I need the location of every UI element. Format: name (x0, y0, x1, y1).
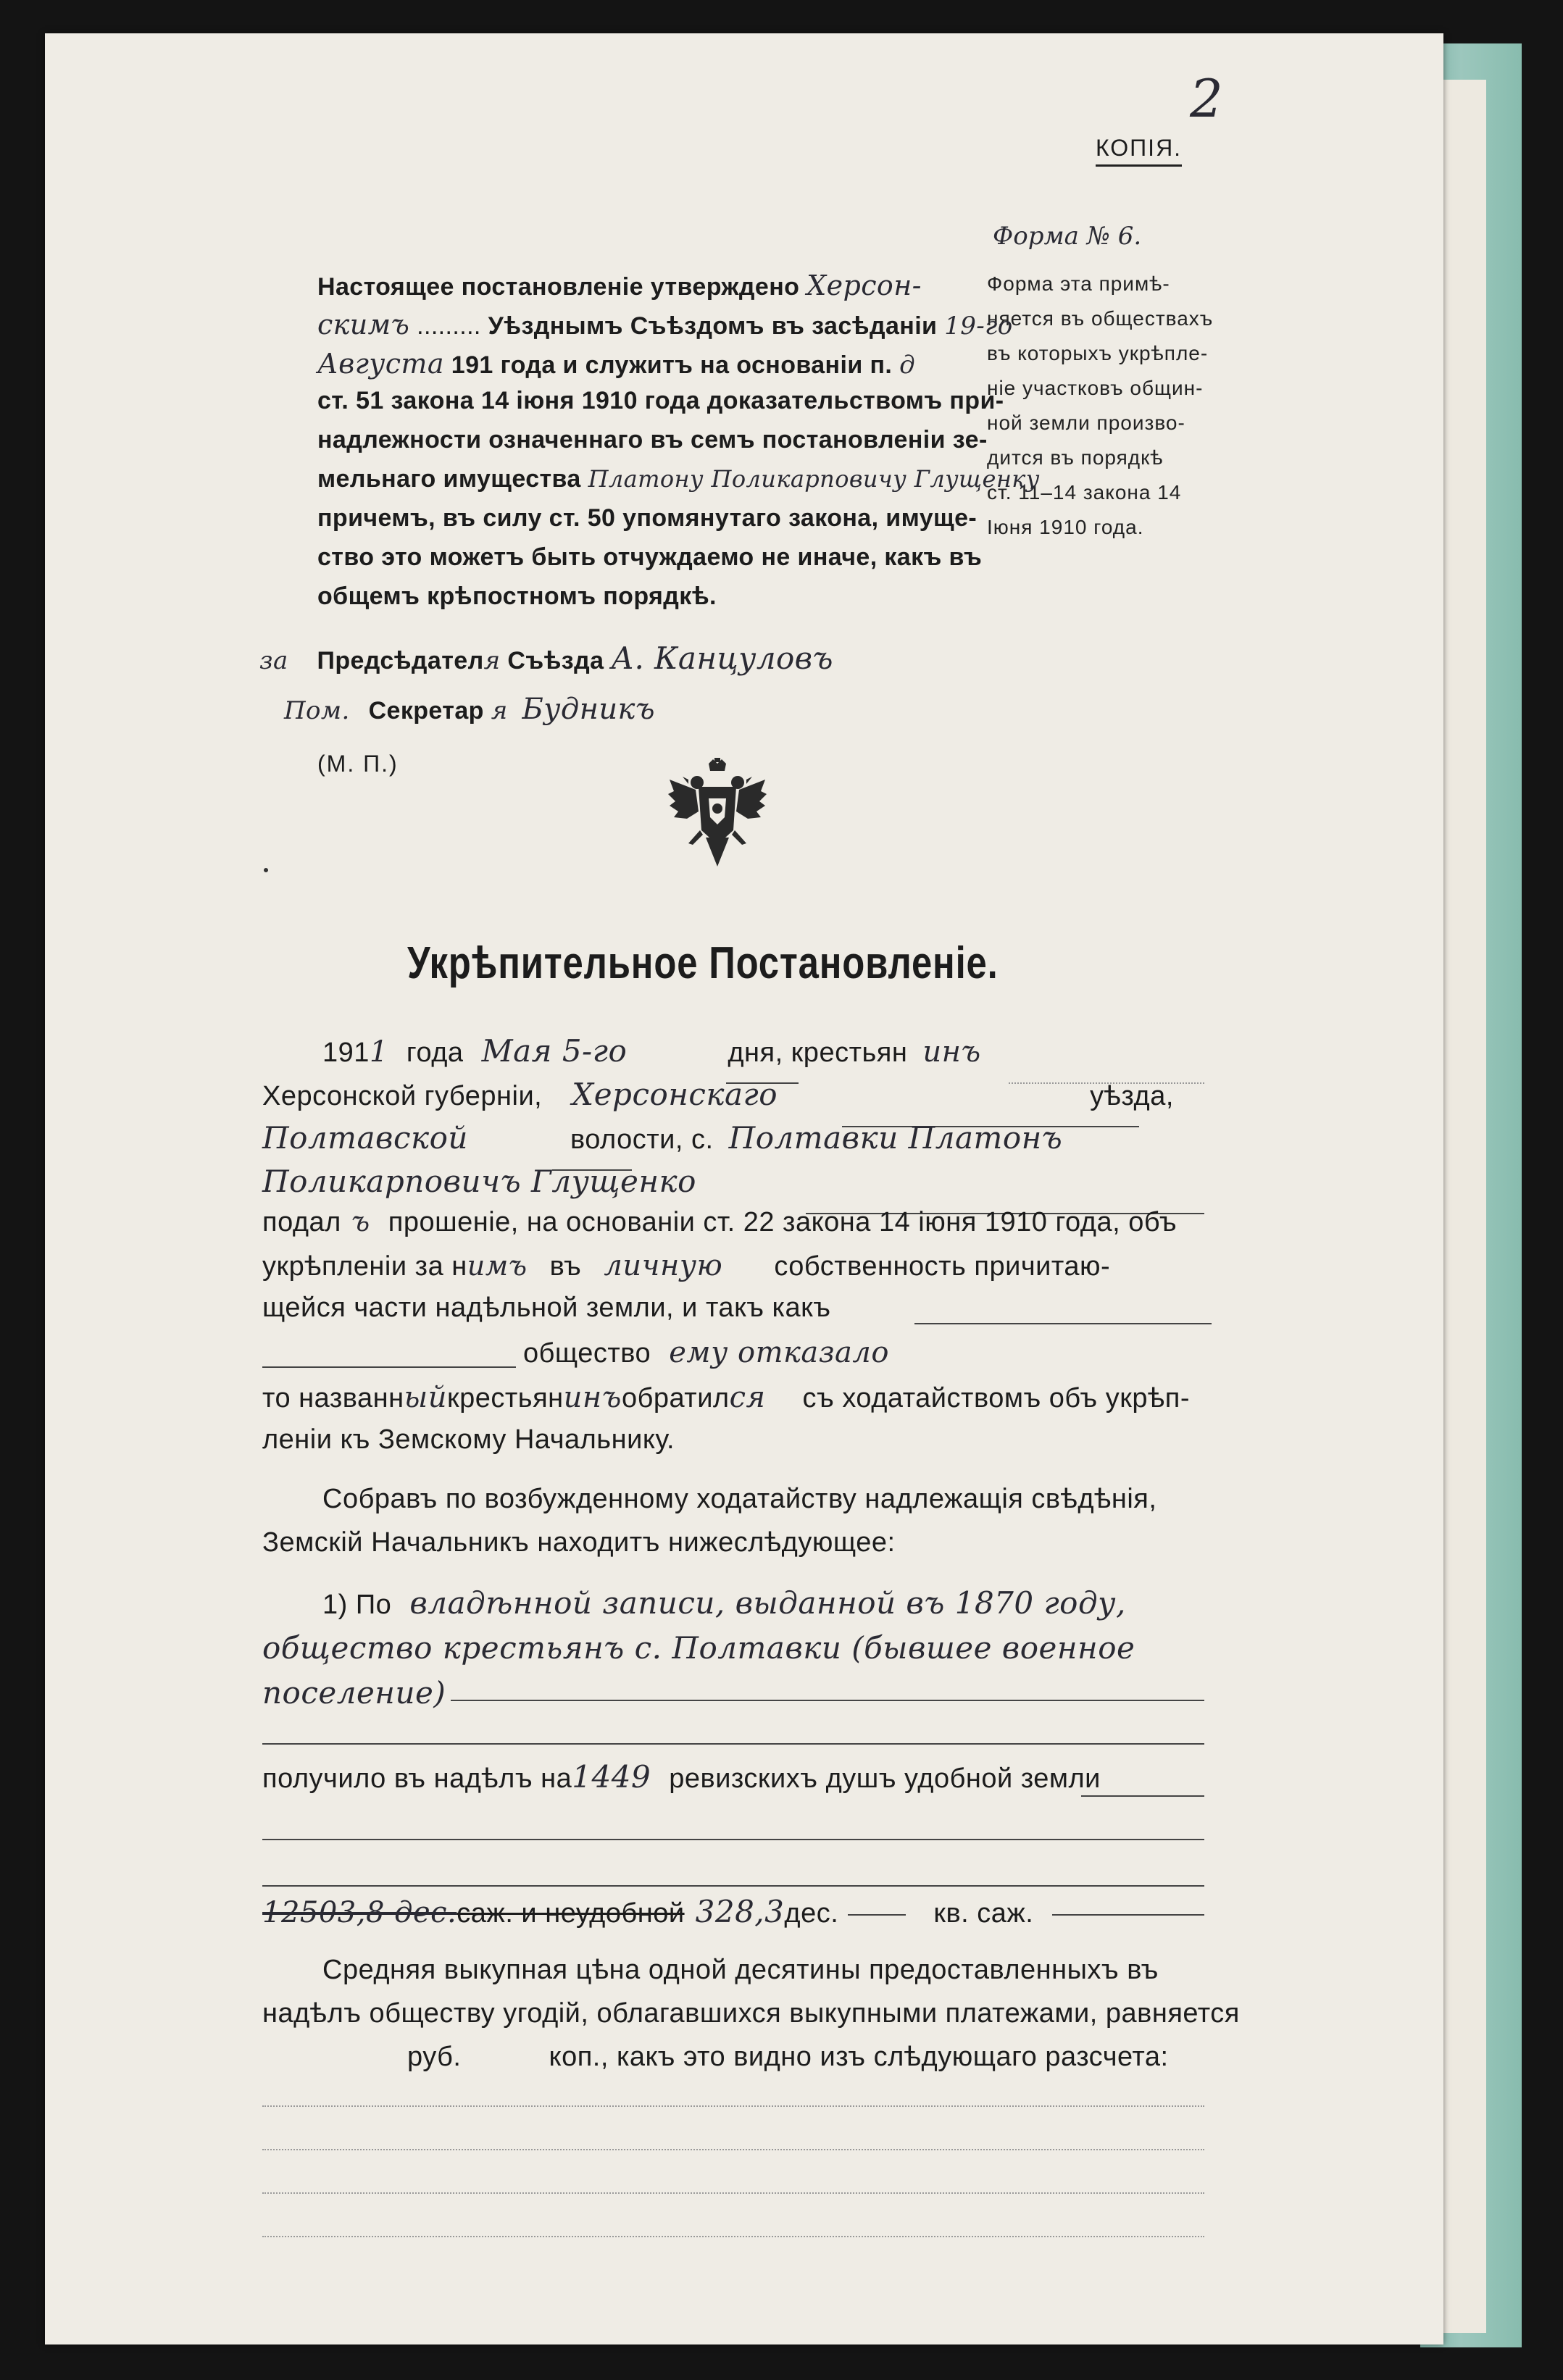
text: надѣлъ обществу угодій, облагавшихся выкупными платежами, равняется (262, 1998, 1240, 2029)
approval-handwritten: Херсон- (806, 270, 922, 301)
form-note-line: Іюня 1910 года. (987, 516, 1144, 538)
chair-suffix: я (483, 646, 501, 675)
seal-placeholder: (М. П.) (317, 751, 399, 777)
text: руб. (407, 2042, 462, 2072)
form-note-line: ніе участковъ общин- (987, 377, 1204, 399)
approval-text: 191 года и служитъ на основаніи п. (451, 351, 893, 379)
form-note-line: ст. 11–14 закона 14 (987, 481, 1182, 504)
deed-hw: поселение) (262, 1675, 446, 1711)
text: саж. и неудобной (457, 1898, 685, 1929)
approval-text: ство это можетъ быть отчуждаемо не иначе, какъ въ (317, 543, 983, 571)
hw: имъ (467, 1250, 528, 1282)
text: уѣзда, (1090, 1081, 1174, 1111)
deed-hw: общество крестьянъ с. Полтавки (бывшее военное (262, 1630, 1135, 1666)
chair-label-2: Съѣзда (507, 647, 604, 675)
fill-line (262, 1366, 516, 1368)
secretary-prefix: Пом. (284, 696, 350, 725)
fill-line (1052, 1914, 1204, 1916)
volost-hw: Полтавской (262, 1120, 468, 1156)
text: въ (549, 1251, 582, 1282)
calc-line (262, 2192, 1204, 2194)
fill-line (262, 1743, 1204, 1745)
secretary-suffix: я (491, 696, 508, 725)
hw: ый (404, 1381, 447, 1414)
fill-line (914, 1323, 1212, 1324)
text: Собравъ по возбужденному ходатайству надлежащія свѣдѣнія, (322, 1484, 1157, 1514)
margin-dot (264, 868, 268, 872)
refusal-hw: ему отказало (669, 1336, 889, 1369)
hw: личную (604, 1249, 723, 1282)
secretary-signature (284, 693, 655, 726)
text: леніи къ Земскому Начальнику. (262, 1424, 675, 1455)
document-page (45, 33, 1443, 2344)
year-digit-hw: 1 (369, 1035, 388, 1069)
text: года (406, 1037, 464, 1068)
village-name-hw: Полтавки Платонъ (728, 1120, 1063, 1156)
fill-line (262, 1839, 1204, 1840)
bad-land-hw: 328,3 (695, 1894, 785, 1929)
text: обратил (621, 1383, 730, 1414)
dots: ......... (417, 312, 481, 340)
fill-line (451, 1700, 1204, 1701)
form-note-line: дится въ порядкѣ (987, 446, 1164, 469)
deed-hw: владѣнной записи, выданной въ 1870 году, (409, 1585, 1126, 1621)
approval-text: надлежности означеннаго въ семъ постановленіи зе- (317, 426, 988, 454)
date-hw: Мая 5-го (481, 1033, 628, 1069)
approval-text: мельнаго имущества (317, 465, 581, 493)
text: Херсонской губерніи, (262, 1081, 543, 1111)
text: съ ходатайствомъ объ укрѣп- (802, 1383, 1190, 1414)
double-headed-eagle-emblem (667, 758, 768, 874)
approval-text: ст. 51 закона 14 іюня 1910 года доказательствомъ при- (317, 387, 1004, 414)
approval-text: Настоящее постановленіе утверждено (317, 273, 800, 301)
fill-line (848, 1914, 906, 1916)
hw: ся (729, 1381, 766, 1414)
form-label: Форма № 6. (993, 222, 1142, 251)
text: Земскій Начальникъ находитъ нижеслѣдующее: (262, 1527, 896, 1558)
text: кв. саж. (933, 1898, 1034, 1929)
page-number: 2 (1190, 68, 1223, 129)
form-note-line: няется въ обществахъ (987, 307, 1214, 330)
secretary-label: Секретар (368, 697, 484, 725)
text: получило въ надѣлъ на (262, 1763, 572, 1794)
text: укрѣпленіи за н (262, 1251, 467, 1282)
chair-prefix: за (259, 646, 288, 675)
approval-text: Уѣзднымъ Съѣздомъ въ засѣданіи (488, 312, 938, 340)
good-land-hw: 12503,8 дес. (262, 1896, 457, 1929)
peasant-name-hw: Поликарповичъ Глущенко (262, 1164, 696, 1199)
form-note-line: въ которыхъ укрѣпле- (987, 342, 1209, 364)
fill-line (262, 1885, 1204, 1887)
text: дес. (784, 1898, 839, 1929)
fill-line (1081, 1795, 1204, 1797)
approval-text: общемъ крѣпостномъ порядкѣ. (317, 583, 717, 610)
text: то названн (262, 1383, 404, 1414)
hw: ъ (351, 1206, 370, 1237)
text: волости, с. (570, 1124, 714, 1155)
text: крестьян (447, 1383, 564, 1414)
approval-handwritten: Платону Поликарповичу Глущенку (588, 465, 1040, 493)
hw: инъ (563, 1381, 622, 1414)
chair-name: А. Канцуловъ (611, 640, 833, 676)
text: дня, крестьян (728, 1037, 908, 1068)
copy-label: КОПІЯ. (1096, 135, 1182, 167)
form-note-line: ной земли произво- (987, 412, 1185, 434)
text: коп., какъ это видно изъ слѣдующаго разсчета: (549, 2042, 1169, 2072)
text: собственность причитаю- (774, 1251, 1111, 1282)
secretary-name: Будникъ (522, 693, 655, 726)
approval-handwritten: скимъ (317, 309, 410, 341)
text: ревизскихъ душъ удобной земли (669, 1763, 1101, 1794)
year-prefix: 191 (322, 1037, 370, 1068)
calc-line (262, 2149, 1204, 2150)
approval-handwritten: д (899, 351, 916, 380)
text: подал (262, 1207, 341, 1237)
chair-label: Предсѣдател (317, 647, 484, 675)
text: Средняя выкупная цѣна одной десятины предоставленныхъ въ (322, 1955, 1159, 1985)
chair-signature (259, 640, 833, 676)
form-note-line: Форма эта примѣ- (987, 272, 1170, 295)
calc-line (262, 2105, 1204, 2107)
hw: инъ (922, 1035, 981, 1069)
approval-handwritten: Августа (317, 348, 444, 380)
uezd-hw: Херсонскаго (572, 1077, 778, 1112)
text: щейся части надѣльной земли, и такъ какъ (262, 1293, 831, 1323)
text: 1) По (322, 1590, 392, 1620)
text: общество (523, 1338, 651, 1369)
souls-count-hw: 1449 (572, 1759, 651, 1795)
document-title: Укрѣпительное Постановленіе. (407, 938, 999, 988)
approval-text: причемъ, въ силу ст. 50 упомянутаго закона, имуще- (317, 504, 978, 532)
calc-line (262, 2236, 1204, 2237)
text: прошеніе, на основаніи ст. 22 закона 14 іюня 1910 года, объ (388, 1207, 1178, 1237)
approval-handwritten: 19-го (944, 312, 1013, 341)
